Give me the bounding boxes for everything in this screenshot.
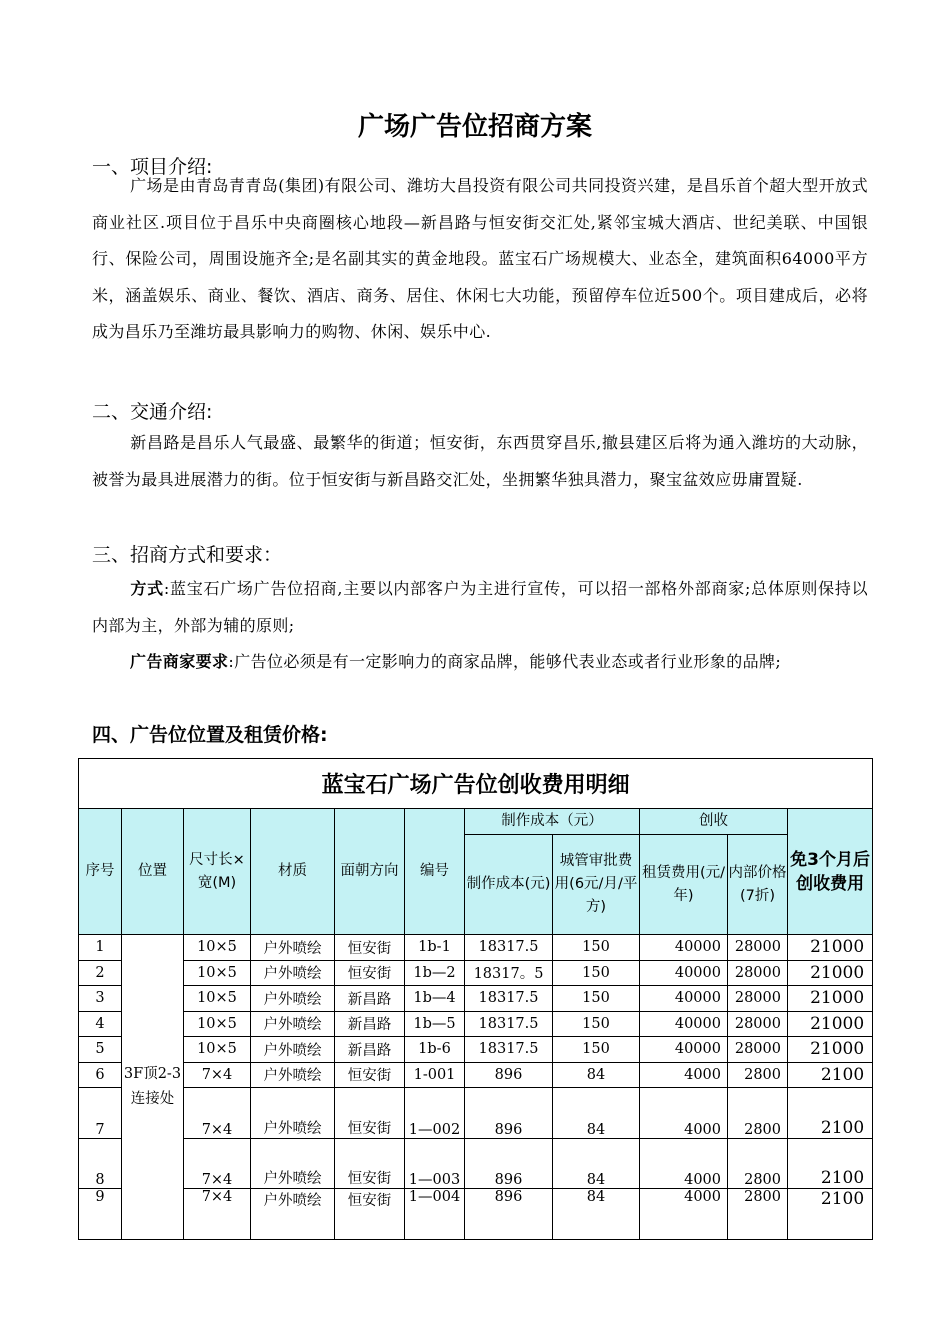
cell-size: 7×4 — [184, 1189, 251, 1240]
cell-facing: 新昌路 — [335, 986, 405, 1012]
cell-rent: 4000 — [640, 1138, 728, 1189]
fee-table — [78, 758, 873, 1240]
cell-code: 1b-6 — [405, 1037, 465, 1063]
table-row — [79, 960, 873, 986]
header-material: 材质 — [251, 809, 335, 935]
header-facing: 面朝方向 — [335, 809, 405, 935]
cell-cost: 18317.5 — [465, 935, 553, 961]
section-2-heading: 二、交通介绍: — [92, 401, 213, 423]
cell-free3: 2100 — [788, 1062, 873, 1088]
cell-internal: 2800 — [728, 1138, 788, 1189]
cell-material: 户外喷绘 — [251, 986, 335, 1012]
cell-seq: 1 — [79, 935, 122, 961]
cell-free3: 2100 — [788, 1088, 873, 1139]
cell-rent: 40000 — [640, 986, 728, 1012]
cell-material: 户外喷绘 — [251, 1088, 335, 1139]
cell-internal: 28000 — [728, 1011, 788, 1037]
header-approval-fee: 城管审批费用(6元/月/平方) — [553, 835, 640, 935]
cell-size: 7×4 — [184, 1138, 251, 1189]
cell-seq: 7 — [79, 1088, 122, 1139]
cell-cost: 18317.5 — [465, 1011, 553, 1037]
cell-seq: 3 — [79, 986, 122, 1012]
cell-code: 1b—4 — [405, 986, 465, 1012]
table-caption: 蓝宝石广场广告位创收费用明细 — [79, 759, 873, 809]
cell-seq: 2 — [79, 960, 122, 986]
cell-cost: 896 — [465, 1062, 553, 1088]
method-text: :蓝宝石广场广告位招商,主要以内部客户为主进行宣传，可以招一部格外部商家;总体原则保持以内部为主，外部为辅的原则; — [92, 579, 868, 635]
cell-material: 户外喷绘 — [251, 1062, 335, 1088]
cell-free3: 2100 — [788, 1138, 873, 1189]
cell-size: 7×4 — [184, 1062, 251, 1088]
cell-cost: 896 — [465, 1189, 553, 1240]
cell-facing: 恒安街 — [335, 935, 405, 961]
cell-material: 户外喷绘 — [251, 1037, 335, 1063]
cell-code: 1b—2 — [405, 960, 465, 986]
cell-approval: 150 — [553, 986, 640, 1012]
cell-seq: 9 — [79, 1189, 122, 1240]
table-row — [79, 1062, 873, 1088]
cell-code: 1-001 — [405, 1062, 465, 1088]
cell-seq: 4 — [79, 1011, 122, 1037]
cell-size: 10×5 — [184, 986, 251, 1012]
cell-seq: 8 — [79, 1138, 122, 1189]
header-size: 尺寸长×宽(M) — [184, 809, 251, 935]
table-row — [79, 1138, 873, 1189]
section-3-requirements — [92, 644, 868, 681]
cell-cost: 896 — [465, 1088, 553, 1139]
cell-facing: 新昌路 — [335, 1037, 405, 1063]
section-1-heading: 一、项目介绍: — [92, 156, 213, 178]
table-row — [79, 986, 873, 1012]
header-revenue-group: 创收 — [640, 809, 788, 835]
cell-rent: 40000 — [640, 1037, 728, 1063]
cell-cost: 18317.5 — [465, 986, 553, 1012]
cell-internal: 28000 — [728, 1037, 788, 1063]
cell-approval: 150 — [553, 960, 640, 986]
section-2-text: 新昌路是昌乐人气最盛、最繁华的街道；恒安街，东西贯穿昌乐,撤县建区后将为通入潍坊的大动脉，被誉为最具进展潜力的街。位于恒安街与新昌路交汇处，坐拥繁华独具潜力，聚宝盆效应毋庸置疑. — [92, 433, 868, 489]
cell-approval: 150 — [553, 1037, 640, 1063]
cell-size: 10×5 — [184, 960, 251, 986]
section-3-heading: 三、招商方式和要求： — [92, 544, 283, 566]
table-row — [79, 1011, 873, 1037]
cell-size: 10×5 — [184, 1011, 251, 1037]
cell-free3: 21000 — [788, 986, 873, 1012]
cell-cost: 18317。5 — [465, 960, 553, 986]
header-rent: 租赁费用(元/年) — [640, 835, 728, 935]
cell-rent: 40000 — [640, 935, 728, 961]
cell-size: 10×5 — [184, 1037, 251, 1063]
cell-facing: 恒安街 — [335, 960, 405, 986]
cell-size: 10×5 — [184, 935, 251, 961]
header-position: 位置 — [122, 809, 184, 935]
cell-facing: 恒安街 — [335, 1138, 405, 1189]
cell-code: 1b—5 — [405, 1011, 465, 1037]
cell-approval: 150 — [553, 1011, 640, 1037]
cell-rent: 40000 — [640, 1011, 728, 1037]
cell-code: 1—002 — [405, 1088, 465, 1139]
cell-internal: 28000 — [728, 935, 788, 961]
cell-code: 1—004 — [405, 1189, 465, 1240]
cell-facing: 恒安街 — [335, 1189, 405, 1240]
cell-rent: 4000 — [640, 1189, 728, 1240]
cell-material: 户外喷绘 — [251, 1011, 335, 1037]
cell-material: 户外喷绘 — [251, 935, 335, 961]
cell-free3: 21000 — [788, 1037, 873, 1063]
cell-material: 户外喷绘 — [251, 1189, 335, 1240]
table-row — [79, 935, 873, 961]
requirement-label: 广告商家要求 — [130, 652, 229, 671]
cell-approval: 84 — [553, 1189, 640, 1240]
cell-free3: 21000 — [788, 1011, 873, 1037]
cell-approval: 84 — [553, 1062, 640, 1088]
cell-code: 1b-1 — [405, 935, 465, 961]
cell-facing: 恒安街 — [335, 1088, 405, 1139]
cell-code: 1—003 — [405, 1138, 465, 1189]
section-3-method — [92, 571, 868, 644]
method-label: 方式 — [130, 579, 164, 598]
cell-rent: 4000 — [640, 1062, 728, 1088]
cell-rent: 40000 — [640, 960, 728, 986]
cell-rent: 4000 — [640, 1088, 728, 1139]
cell-facing: 新昌路 — [335, 1011, 405, 1037]
cell-size: 7×4 — [184, 1088, 251, 1139]
cell-free3: 21000 — [788, 935, 873, 961]
cell-internal: 28000 — [728, 986, 788, 1012]
header-production-group: 制作成本（元） — [465, 809, 640, 835]
table-row — [79, 1037, 873, 1063]
cell-approval: 84 — [553, 1088, 640, 1139]
cell-free3: 21000 — [788, 960, 873, 986]
cell-cost: 896 — [465, 1138, 553, 1189]
cell-seq: 5 — [79, 1037, 122, 1063]
section-1-paragraph — [92, 168, 868, 351]
position-cell: 3F顶2-3连接处 — [122, 935, 184, 1240]
section-4-heading: 四、广告位位置及租赁价格: — [92, 724, 328, 746]
page-title: 广场广告位招商方案 — [357, 112, 592, 142]
header-free3: 免3个月后创收费用 — [788, 809, 873, 935]
cell-material: 户外喷绘 — [251, 1138, 335, 1189]
cell-internal: 2800 — [728, 1088, 788, 1139]
cell-material: 户外喷绘 — [251, 960, 335, 986]
cell-approval: 150 — [553, 935, 640, 961]
cell-seq: 6 — [79, 1062, 122, 1088]
header-code: 编号 — [405, 809, 465, 935]
table-row — [79, 1189, 873, 1240]
cell-internal: 2800 — [728, 1062, 788, 1088]
section-1-text: 广场是由青岛青青岛(集团)有限公司、潍坊大昌投资有限公司共同投资兴建，是昌乐首个超大型开放式商业社区.项目位于昌乐中央商圈核心地段—新昌路与恒安街交汇处,紧邻宝城大酒店、世纪美联、中国银行、保险公司，周围设施齐全;是名副其实的黄金地段。蓝宝石广场规模大、业态全，建筑面积64000平方米，涵盖娱乐、商业、餐饮、酒店、商务、居住、休闲七大功能，预留停车位近500个。项目建成后，必将成为昌乐乃至潍坊最具影响力的购物、休闲、娱乐中心. — [92, 176, 868, 341]
cell-facing: 恒安街 — [335, 1062, 405, 1088]
cell-free3: 2100 — [788, 1189, 873, 1240]
cell-approval: 84 — [553, 1138, 640, 1189]
header-internal-price: 内部价格(7折) — [728, 835, 788, 935]
cell-internal: 28000 — [728, 960, 788, 986]
cell-cost: 18317.5 — [465, 1037, 553, 1063]
fee-table-container — [78, 758, 872, 1240]
requirement-text: :广告位必须是有一定影响力的商家品牌，能够代表业态或者行业形象的品牌; — [228, 652, 782, 671]
section-2-paragraph — [92, 425, 868, 498]
header-production-cost: 制作成本(元) — [465, 835, 553, 935]
table-row — [79, 1088, 873, 1139]
header-seq: 序号 — [79, 809, 122, 935]
cell-internal: 2800 — [728, 1189, 788, 1240]
